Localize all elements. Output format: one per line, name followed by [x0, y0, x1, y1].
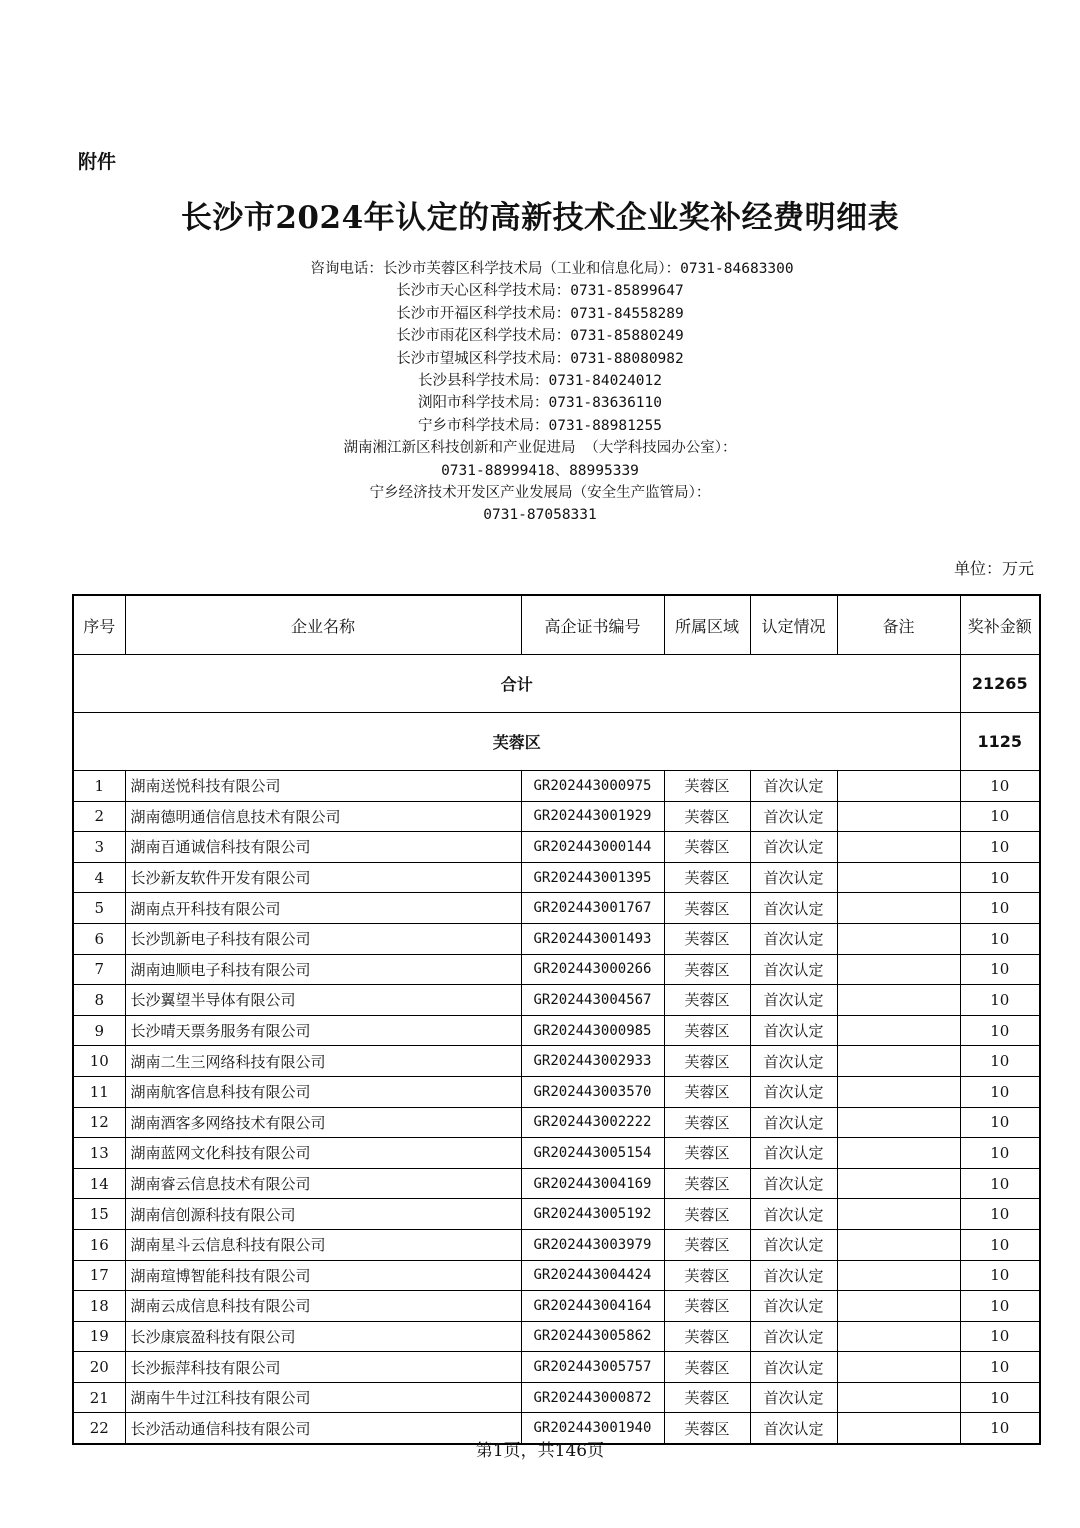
cell-amount: 10 — [960, 893, 1040, 924]
cell-cert-number: GR202443000266 — [521, 954, 664, 985]
cell-no: 21 — [73, 1382, 125, 1413]
cell-note — [837, 1260, 960, 1291]
table-row — [73, 1321, 1040, 1352]
total-row — [73, 655, 1040, 713]
cell-status: 首次认定 — [750, 1076, 837, 1107]
cell-area: 芙蓉区 — [664, 923, 750, 954]
cell-area: 芙蓉区 — [664, 1382, 750, 1413]
col-header-name: 企业名称 — [125, 595, 521, 655]
table-row — [73, 801, 1040, 832]
cell-note — [837, 1138, 960, 1169]
contact-line: 浏阳市科学技术局：0731-83636110 — [418, 395, 662, 412]
cell-no: 8 — [73, 985, 125, 1016]
cell-cert-number: GR202443001395 — [521, 862, 664, 893]
cell-amount: 10 — [960, 985, 1040, 1016]
district-row — [73, 713, 1040, 771]
cell-status: 首次认定 — [750, 1260, 837, 1291]
cell-area: 芙蓉区 — [664, 1138, 750, 1169]
cell-cert-number: GR202443001493 — [521, 923, 664, 954]
cell-status: 首次认定 — [750, 1321, 837, 1352]
cell-area: 芙蓉区 — [664, 1107, 750, 1138]
unit-label: 单位：万元 — [953, 559, 1034, 578]
cell-cert-number: GR202443001929 — [521, 801, 664, 832]
cell-status: 首次认定 — [750, 832, 837, 863]
cell-company-name: 湖南睿云信息技术有限公司 — [125, 1168, 521, 1199]
cell-amount: 10 — [960, 771, 1040, 802]
cell-no: 17 — [73, 1260, 125, 1291]
cell-status: 首次认定 — [750, 1046, 837, 1077]
cell-no: 18 — [73, 1291, 125, 1322]
col-header-status: 认定情况 — [750, 595, 837, 655]
cell-note — [837, 862, 960, 893]
cell-amount: 10 — [960, 954, 1040, 985]
cell-company-name: 长沙晴天票务服务有限公司 — [125, 1015, 521, 1046]
cell-company-name: 湖南百通诚信科技有限公司 — [125, 832, 521, 863]
cell-cert-number: GR202443001767 — [521, 893, 664, 924]
cell-cert-number: GR202443005757 — [521, 1352, 664, 1383]
col-header-area: 所属区域 — [664, 595, 750, 655]
contact-line: 长沙市雨花区科学技术局：0731-85880249 — [396, 328, 684, 345]
cell-area: 芙蓉区 — [664, 1168, 750, 1199]
cell-area: 芙蓉区 — [664, 801, 750, 832]
cell-cert-number: GR202443004164 — [521, 1291, 664, 1322]
cell-note — [837, 1076, 960, 1107]
cell-no: 10 — [73, 1046, 125, 1077]
cell-company-name: 湖南迪顺电子科技有限公司 — [125, 954, 521, 985]
cell-company-name: 湖南信创源科技有限公司 — [125, 1199, 521, 1230]
cell-area: 芙蓉区 — [664, 832, 750, 863]
cell-status: 首次认定 — [750, 801, 837, 832]
cell-amount: 10 — [960, 1076, 1040, 1107]
contact-line: 长沙市天心区科学技术局：0731-85899647 — [396, 283, 684, 300]
table-row — [73, 954, 1040, 985]
table-row — [73, 1046, 1040, 1077]
cell-cert-number: GR202443004169 — [521, 1168, 664, 1199]
cell-area: 芙蓉区 — [664, 893, 750, 924]
cell-area: 芙蓉区 — [664, 1321, 750, 1352]
cell-company-name: 长沙翼望半导体有限公司 — [125, 985, 521, 1016]
cell-no: 14 — [73, 1168, 125, 1199]
cell-note — [837, 1229, 960, 1260]
cell-note — [837, 1107, 960, 1138]
cell-amount: 10 — [960, 1413, 1040, 1444]
cell-area: 芙蓉区 — [664, 1413, 750, 1444]
cell-note — [837, 832, 960, 863]
cell-company-name: 湖南瑄博智能科技有限公司 — [125, 1260, 521, 1291]
cell-no: 15 — [73, 1199, 125, 1230]
cell-area: 芙蓉区 — [664, 1352, 750, 1383]
cell-company-name: 长沙凯新电子科技有限公司 — [125, 923, 521, 954]
table-row — [73, 923, 1040, 954]
cell-amount: 10 — [960, 1138, 1040, 1169]
cell-status: 首次认定 — [750, 1168, 837, 1199]
cell-amount: 10 — [960, 1352, 1040, 1383]
cell-status: 首次认定 — [750, 1015, 837, 1046]
cell-area: 芙蓉区 — [664, 1260, 750, 1291]
cell-status: 首次认定 — [750, 1413, 837, 1444]
table-row — [73, 1199, 1040, 1230]
cell-note — [837, 1352, 960, 1383]
table-row — [73, 862, 1040, 893]
cell-amount: 10 — [960, 1291, 1040, 1322]
cell-amount: 10 — [960, 1015, 1040, 1046]
cell-amount: 10 — [960, 1229, 1040, 1260]
contact-line: 宁乡经济技术开发区产业发展局（安全生产监管局）： — [369, 485, 711, 502]
cell-area: 芙蓉区 — [664, 1076, 750, 1107]
cell-no: 22 — [73, 1413, 125, 1444]
cell-cert-number: GR202443000975 — [521, 771, 664, 802]
cell-company-name: 湖南德明通信信息技术有限公司 — [125, 801, 521, 832]
cell-company-name: 长沙康宸盈科技有限公司 — [125, 1321, 521, 1352]
contact-line: 湖南湘江新区科技创新和产业促进局 （大学科技园办公室）： — [343, 440, 737, 457]
cell-cert-number: GR202443004424 — [521, 1260, 664, 1291]
cell-cert-number: GR202443002222 — [521, 1107, 664, 1138]
cell-status: 首次认定 — [750, 1352, 837, 1383]
cell-cert-number: GR202443004567 — [521, 985, 664, 1016]
cell-amount: 10 — [960, 1321, 1040, 1352]
cell-company-name: 长沙振萍科技有限公司 — [125, 1352, 521, 1383]
cell-status: 首次认定 — [750, 1138, 837, 1169]
cell-note — [837, 985, 960, 1016]
cell-no: 20 — [73, 1352, 125, 1383]
cell-status: 首次认定 — [750, 1199, 837, 1230]
cell-status: 首次认定 — [750, 954, 837, 985]
table-row — [73, 771, 1040, 802]
district-label: 芙蓉区 — [73, 713, 960, 771]
cell-status: 首次认定 — [750, 985, 837, 1016]
cell-note — [837, 1199, 960, 1230]
cell-company-name: 湖南蓝网文化科技有限公司 — [125, 1138, 521, 1169]
cell-no: 5 — [73, 893, 125, 924]
cell-area: 芙蓉区 — [664, 985, 750, 1016]
table-row — [73, 832, 1040, 863]
cell-amount: 10 — [960, 1199, 1040, 1230]
cell-note — [837, 954, 960, 985]
cell-note — [837, 1321, 960, 1352]
cell-cert-number: GR202443000985 — [521, 1015, 664, 1046]
cell-cert-number: GR202443005192 — [521, 1199, 664, 1230]
cell-status: 首次认定 — [750, 1107, 837, 1138]
cell-no: 2 — [73, 801, 125, 832]
cell-cert-number: GR202443003570 — [521, 1076, 664, 1107]
col-header-note: 备注 — [837, 595, 960, 655]
cell-amount: 10 — [960, 862, 1040, 893]
table-row — [73, 893, 1040, 924]
cell-no: 16 — [73, 1229, 125, 1260]
cell-note — [837, 801, 960, 832]
cell-area: 芙蓉区 — [664, 771, 750, 802]
table-row — [73, 1229, 1040, 1260]
cell-status: 首次认定 — [750, 923, 837, 954]
cell-company-name: 长沙新友软件开发有限公司 — [125, 862, 521, 893]
table-row — [73, 1076, 1040, 1107]
table-row — [73, 985, 1040, 1016]
cell-area: 芙蓉区 — [664, 1291, 750, 1322]
contact-block — [0, 258, 1080, 527]
cell-amount: 10 — [960, 1107, 1040, 1138]
cell-note — [837, 1168, 960, 1199]
cell-note — [837, 1046, 960, 1077]
col-header-no: 序号 — [73, 595, 125, 655]
cell-amount: 10 — [960, 1046, 1040, 1077]
cell-company-name: 湖南点开科技有限公司 — [125, 893, 521, 924]
cell-area: 芙蓉区 — [664, 1229, 750, 1260]
cell-no: 4 — [73, 862, 125, 893]
cell-note — [837, 1015, 960, 1046]
cell-status: 首次认定 — [750, 893, 837, 924]
contact-line: 0731-88999418、88995339 — [441, 462, 639, 479]
cell-no: 11 — [73, 1076, 125, 1107]
contact-line: 长沙市开福区科学技术局：0731-84558289 — [396, 305, 684, 322]
cell-no: 13 — [73, 1138, 125, 1169]
cell-amount: 10 — [960, 832, 1040, 863]
cell-no: 19 — [73, 1321, 125, 1352]
page-title: 长沙市2024年认定的高新技术企业奖补经费明细表 — [180, 200, 900, 236]
cell-amount: 10 — [960, 923, 1040, 954]
cell-cert-number: GR202443001940 — [521, 1413, 664, 1444]
cell-no: 3 — [73, 832, 125, 863]
district-value: 1125 — [960, 713, 1040, 771]
header-row — [73, 595, 1040, 655]
table-row — [73, 1015, 1040, 1046]
table-row — [73, 1382, 1040, 1413]
contact-line: 0731-87058331 — [483, 507, 597, 524]
cell-amount: 10 — [960, 801, 1040, 832]
contact-line: 长沙市望城区科学技术局：0731-88080982 — [396, 350, 684, 367]
table-row — [73, 1352, 1040, 1383]
cell-status: 首次认定 — [750, 1229, 837, 1260]
cell-company-name: 湖南送悦科技有限公司 — [125, 771, 521, 802]
cell-cert-number: GR202443005862 — [521, 1321, 664, 1352]
attachment-label: 附件 — [78, 151, 117, 173]
total-value: 21265 — [960, 655, 1040, 713]
cell-cert-number: GR202443005154 — [521, 1138, 664, 1169]
cell-company-name: 长沙活动通信科技有限公司 — [125, 1413, 521, 1444]
cell-note — [837, 923, 960, 954]
cell-company-name: 湖南航客信息科技有限公司 — [125, 1076, 521, 1107]
table-row — [73, 1107, 1040, 1138]
col-header-amount: 奖补金额 — [960, 595, 1040, 655]
cell-no: 7 — [73, 954, 125, 985]
cell-no: 9 — [73, 1015, 125, 1046]
contact-line: 宁乡市科学技术局：0731-88981255 — [418, 417, 662, 434]
table-row — [73, 1168, 1040, 1199]
cell-company-name: 湖南二生三网络科技有限公司 — [125, 1046, 521, 1077]
cell-cert-number: GR202443000872 — [521, 1382, 664, 1413]
cell-status: 首次认定 — [750, 771, 837, 802]
cell-no: 1 — [73, 771, 125, 802]
cell-area: 芙蓉区 — [664, 1199, 750, 1230]
table-row — [73, 1291, 1040, 1322]
contact-line: 长沙县科学技术局：0731-84024012 — [418, 373, 662, 390]
cell-note — [837, 1291, 960, 1322]
table-row — [73, 1138, 1040, 1169]
cell-status: 首次认定 — [750, 862, 837, 893]
page-footer: 第1页，共146页 — [475, 1441, 605, 1461]
cell-area: 芙蓉区 — [664, 862, 750, 893]
cell-area: 芙蓉区 — [664, 1015, 750, 1046]
cell-status: 首次认定 — [750, 1382, 837, 1413]
cell-amount: 10 — [960, 1260, 1040, 1291]
cell-company-name: 湖南星斗云信息科技有限公司 — [125, 1229, 521, 1260]
subsidy-table — [72, 594, 1041, 1445]
cell-note — [837, 893, 960, 924]
cell-area: 芙蓉区 — [664, 1046, 750, 1077]
cell-amount: 10 — [960, 1168, 1040, 1199]
cell-cert-number: GR202443000144 — [521, 832, 664, 863]
cell-note — [837, 771, 960, 802]
table-row — [73, 1260, 1040, 1291]
cell-company-name: 湖南牛牛过江科技有限公司 — [125, 1382, 521, 1413]
cell-company-name: 湖南酒客多网络技术有限公司 — [125, 1107, 521, 1138]
col-header-cert: 高企证书编号 — [521, 595, 664, 655]
total-label: 合计 — [73, 655, 960, 713]
cell-area: 芙蓉区 — [664, 954, 750, 985]
contact-line: 咨询电话：长沙市芙蓉区科学技术局（工业和信息化局）：0731-84683300 — [310, 261, 794, 277]
cell-no: 6 — [73, 923, 125, 954]
cell-status: 首次认定 — [750, 1291, 837, 1322]
cell-company-name: 湖南云成信息科技有限公司 — [125, 1291, 521, 1322]
cell-no: 12 — [73, 1107, 125, 1138]
cell-note — [837, 1382, 960, 1413]
cell-cert-number: GR202443003979 — [521, 1229, 664, 1260]
cell-amount: 10 — [960, 1382, 1040, 1413]
cell-cert-number: GR202443002933 — [521, 1046, 664, 1077]
